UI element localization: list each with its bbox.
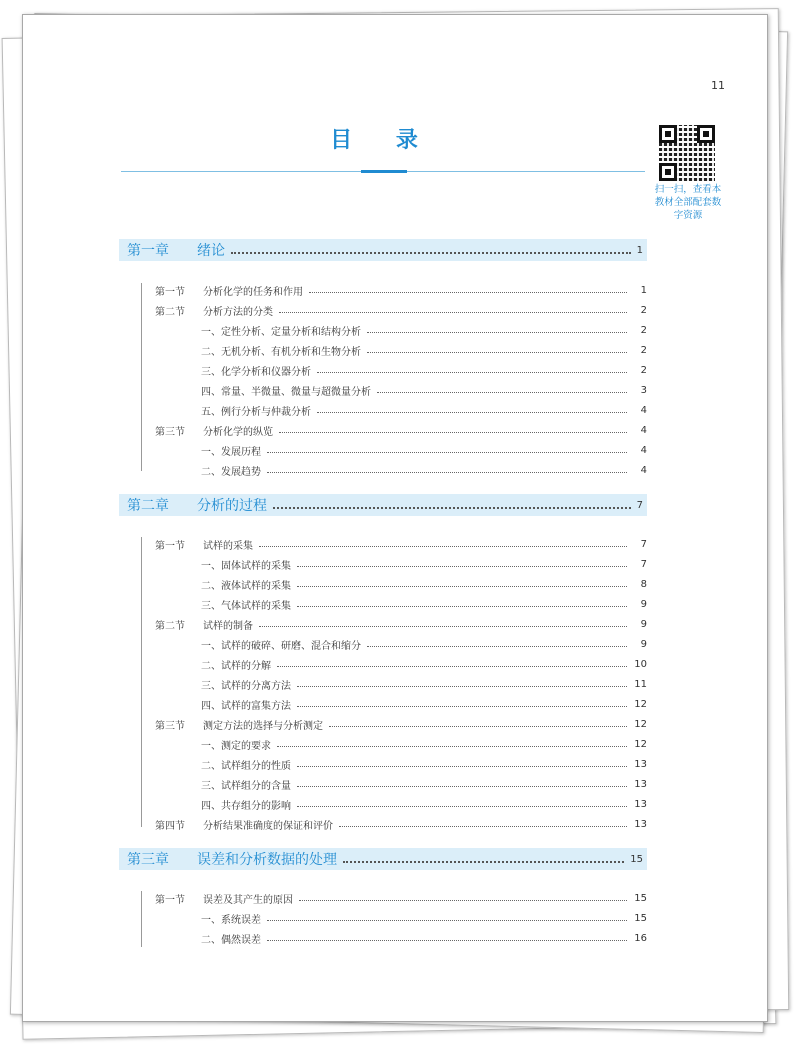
entry-text: 四、共存组分的影响 (201, 800, 291, 812)
entry-text: 三、化学分析和仪器分析 (201, 366, 311, 378)
entry-text: 二、无机分析、有机分析和生物分析 (201, 346, 361, 358)
toc-entry[interactable] (155, 755, 647, 773)
toc-entry[interactable] (155, 695, 647, 713)
entry-text: 分析方法的分类 (203, 306, 273, 318)
toc-entry[interactable] (155, 675, 647, 693)
entry-text: 二、液体试样的采集 (201, 580, 291, 592)
dot-leader (309, 291, 627, 293)
dot-leader (367, 331, 627, 333)
section-group-line (141, 283, 142, 471)
page-title: 目 录 (330, 128, 436, 153)
toc-entry[interactable] (155, 715, 647, 733)
section-label: 第四节 (155, 820, 185, 832)
dot-leader (297, 605, 627, 607)
entry-text: 一、试样的破碎、研磨、混合和缩分 (201, 640, 361, 652)
entry-text: 一、系统误差 (201, 914, 261, 926)
chapter-page: 15 (630, 853, 643, 865)
entry-page: 10 (634, 658, 647, 670)
chapter-heading[interactable] (119, 848, 647, 870)
section-label: 第二节 (155, 306, 185, 318)
entry-text: 二、偶然误差 (201, 934, 261, 946)
toc-entry[interactable] (155, 301, 647, 319)
toc-page (22, 14, 768, 1022)
entry-page: 13 (634, 798, 647, 810)
section-label: 第三节 (155, 426, 185, 438)
toc-entry[interactable] (155, 775, 647, 793)
dot-leader (231, 251, 631, 254)
toc-entry[interactable] (155, 341, 647, 359)
entry-text: 三、气体试样的采集 (201, 600, 291, 612)
entry-page: 4 (640, 444, 647, 456)
entry-page: 4 (640, 404, 647, 416)
dot-leader (317, 411, 627, 413)
section-label: 第一节 (155, 540, 185, 552)
dot-leader (367, 351, 627, 353)
entry-page: 12 (634, 738, 647, 750)
entry-text: 一、固体试样的采集 (201, 560, 291, 572)
toc-entry[interactable] (155, 555, 647, 573)
chapter-number: 第二章 (127, 498, 169, 514)
entry-page: 2 (640, 324, 647, 336)
entry-page: 7 (640, 558, 647, 570)
section-label: 第二节 (155, 620, 185, 632)
entry-page: 2 (640, 364, 647, 376)
qr-code-icon[interactable] (659, 125, 715, 181)
toc-entry[interactable] (155, 655, 647, 673)
dot-leader (273, 506, 631, 509)
entry-text: 一、定性分析、定量分析和结构分析 (201, 326, 361, 338)
entry-text: 三、试样组分的含量 (201, 780, 291, 792)
section-group-line (141, 891, 142, 947)
entry-page: 9 (640, 598, 647, 610)
entry-page: 15 (634, 912, 647, 924)
section-label: 第一节 (155, 894, 185, 906)
section-label: 第一节 (155, 286, 185, 298)
dot-leader (377, 391, 627, 393)
entry-page: 7 (640, 538, 647, 550)
dot-leader (267, 451, 627, 453)
entry-text: 分析化学的纵览 (203, 426, 273, 438)
toc-entry[interactable] (155, 595, 647, 613)
toc-entry[interactable] (155, 461, 647, 479)
dot-leader (297, 585, 627, 587)
entry-page: 2 (640, 304, 647, 316)
toc-entry[interactable] (155, 535, 647, 553)
dot-leader (317, 371, 627, 373)
entry-page: 8 (640, 578, 647, 590)
qr-caption: 扫一扫，查看本教材全部配套数字资源 (654, 184, 722, 221)
dot-leader (267, 939, 627, 941)
dot-leader (259, 625, 627, 627)
toc-entry[interactable] (155, 421, 647, 439)
section-label: 第三节 (155, 720, 185, 732)
entry-page: 13 (634, 758, 647, 770)
dot-leader (297, 565, 627, 567)
entry-text: 分析化学的任务和作用 (203, 286, 303, 298)
dot-leader (343, 860, 624, 863)
entry-page: 4 (640, 424, 647, 436)
dot-leader (279, 311, 627, 313)
chapter-heading[interactable] (119, 494, 647, 516)
section-group-line (141, 537, 142, 827)
entry-page: 16 (634, 932, 647, 944)
dot-leader (299, 899, 627, 901)
dot-leader (277, 745, 627, 747)
dot-leader (277, 665, 627, 667)
entry-page: 4 (640, 464, 647, 476)
entry-page: 9 (640, 638, 647, 650)
entry-text: 三、试样的分离方法 (201, 680, 291, 692)
entry-page: 13 (634, 778, 647, 790)
title-divider-accent (361, 170, 407, 173)
chapter-title: 绪论 (197, 243, 225, 259)
toc-entry[interactable] (155, 361, 647, 379)
entry-text: 二、试样组分的性质 (201, 760, 291, 772)
entry-text: 一、发展历程 (201, 446, 261, 458)
entry-text: 四、常量、半微量、微量与超微量分析 (201, 386, 371, 398)
toc-entry[interactable] (155, 321, 647, 339)
toc-entry[interactable] (155, 441, 647, 459)
chapter-heading[interactable] (119, 239, 647, 261)
dot-leader (297, 685, 627, 687)
chapter-page: 7 (636, 499, 643, 511)
dot-leader (297, 805, 627, 807)
entry-page: 12 (634, 718, 647, 730)
dot-leader (297, 785, 627, 787)
dot-leader (297, 765, 627, 767)
entry-text: 五、例行分析与仲裁分析 (201, 406, 311, 418)
toc-entry[interactable] (155, 889, 647, 907)
chapter-number: 第三章 (127, 852, 169, 868)
toc-entry[interactable] (155, 381, 647, 399)
toc-entry[interactable] (155, 795, 647, 813)
entry-page: 15 (634, 892, 647, 904)
dot-leader (279, 431, 627, 433)
dot-leader (367, 645, 627, 647)
chapter-page: 1 (636, 244, 643, 256)
toc-entry[interactable] (155, 575, 647, 593)
chapter-title: 分析的过程 (197, 498, 267, 514)
toc-entry[interactable] (155, 615, 647, 633)
page-number: 11 (711, 79, 725, 92)
entry-text: 测定方法的选择与分析测定 (203, 720, 323, 732)
toc-entry[interactable] (155, 401, 647, 419)
chapter-number: 第一章 (127, 243, 169, 259)
entry-text: 误差及其产生的原因 (203, 894, 293, 906)
chapter-title: 误差和分析数据的处理 (197, 852, 337, 868)
entry-text: 试样的采集 (203, 540, 253, 552)
toc-entry[interactable] (155, 735, 647, 753)
dot-leader (329, 725, 627, 727)
entry-page: 2 (640, 344, 647, 356)
entry-text: 试样的制备 (203, 620, 253, 632)
toc-entry[interactable] (155, 929, 647, 947)
dot-leader (339, 825, 627, 827)
dot-leader (297, 705, 627, 707)
entry-text: 二、试样的分解 (201, 660, 271, 672)
toc-entry[interactable] (155, 815, 647, 833)
toc-entry[interactable] (155, 281, 647, 299)
entry-text: 分析结果准确度的保证和评价 (203, 820, 333, 832)
toc-entry[interactable] (155, 635, 647, 653)
entry-text: 二、发展趋势 (201, 466, 261, 478)
entry-page: 11 (634, 678, 647, 690)
entry-page: 13 (634, 818, 647, 830)
entry-page: 1 (640, 284, 647, 296)
entry-text: 四、试样的富集方法 (201, 700, 291, 712)
dot-leader (267, 471, 627, 473)
toc-entry[interactable] (155, 909, 647, 927)
entry-text: 一、测定的要求 (201, 740, 271, 752)
entry-page: 9 (640, 618, 647, 630)
dot-leader (267, 919, 627, 921)
dot-leader (259, 545, 627, 547)
entry-page: 12 (634, 698, 647, 710)
entry-page: 3 (640, 384, 647, 396)
